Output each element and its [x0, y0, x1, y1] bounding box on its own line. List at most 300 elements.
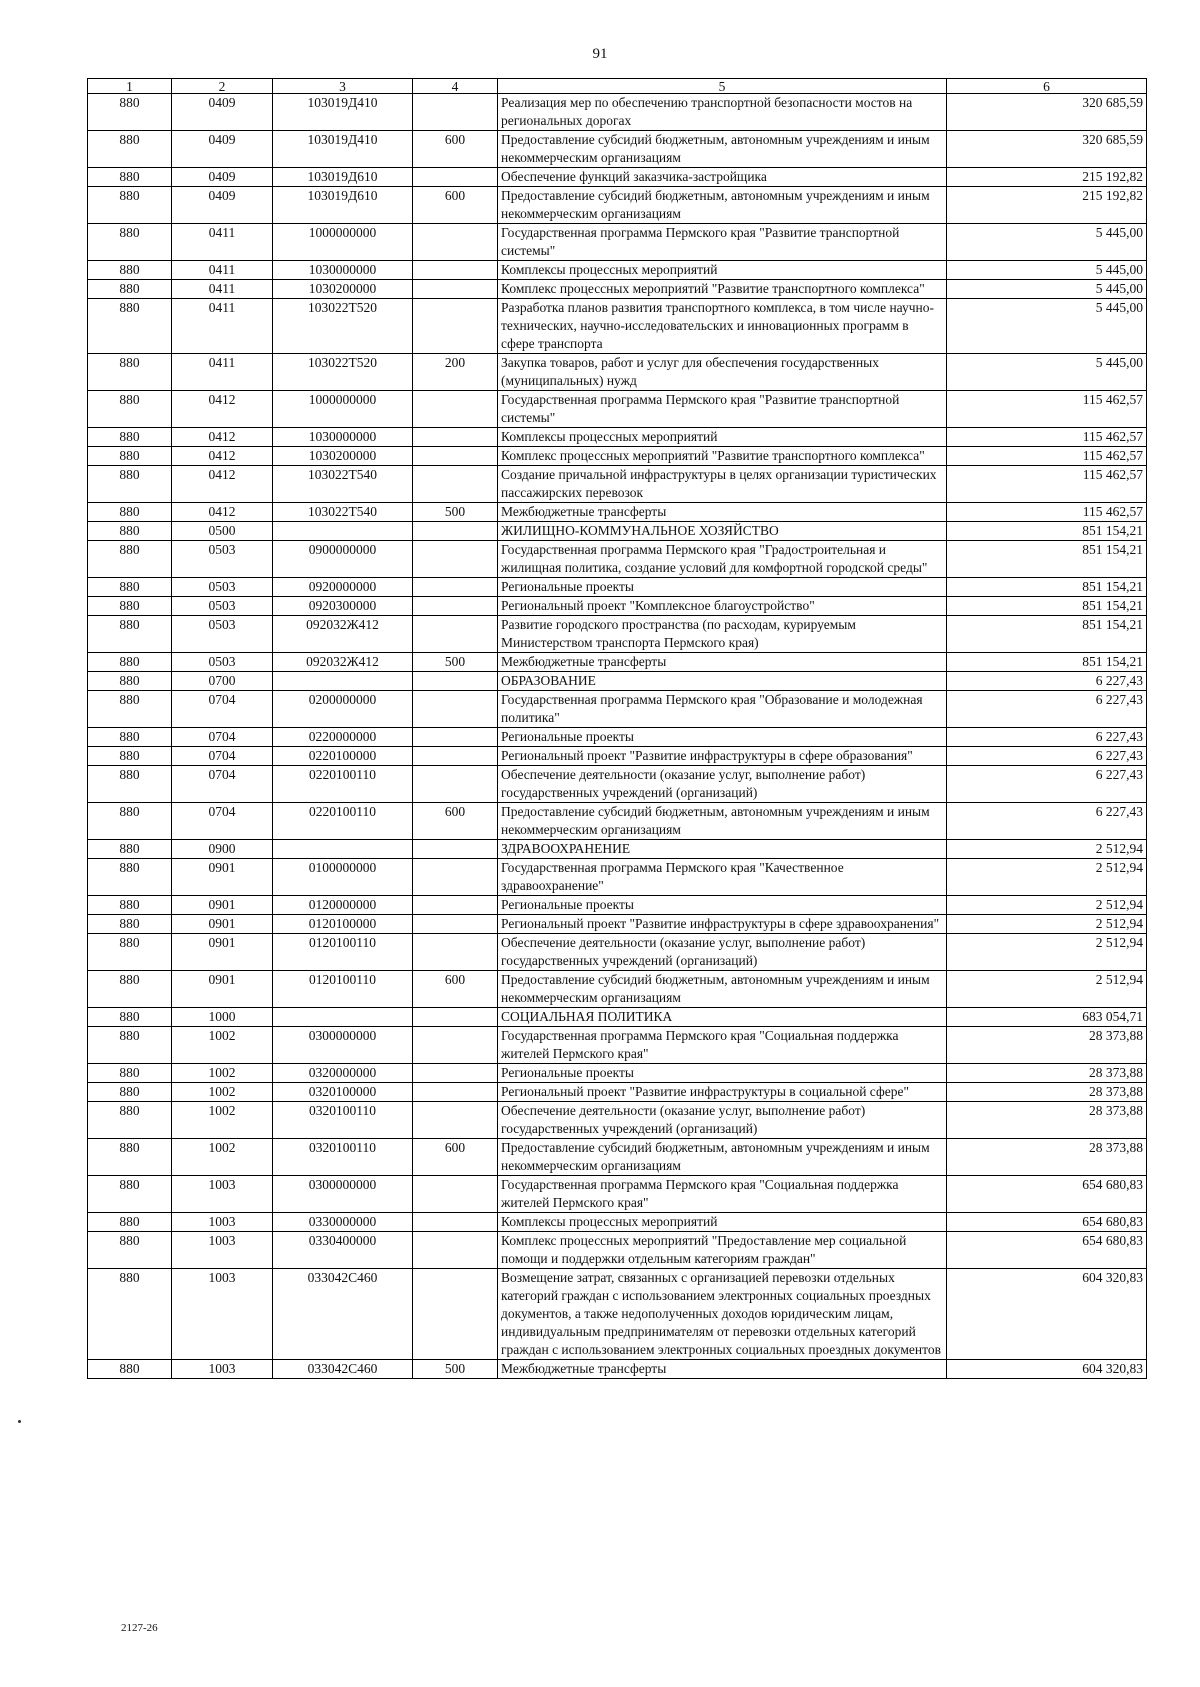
cell-expense-type	[413, 522, 498, 541]
cell-section-code: 0704	[172, 728, 273, 747]
cell-expense-type	[413, 840, 498, 859]
cell-target-article: 0120100110	[273, 934, 413, 971]
cell-description: Обеспечение деятельности (оказание услуг, выполнение работ) государственных учреждений (организаций)	[498, 934, 947, 971]
table-row	[88, 971, 1147, 1008]
cell-admin-code: 880	[88, 971, 172, 1008]
cell-amount: 28 373,88	[947, 1083, 1147, 1102]
cell-admin-code: 880	[88, 578, 172, 597]
cell-description: Государственная программа Пермского края "Образование и молодежная политика"	[498, 691, 947, 728]
cell-expense-type	[413, 1064, 498, 1083]
cell-amount: 604 320,83	[947, 1360, 1147, 1379]
table-row	[88, 578, 1147, 597]
cell-section-code: 0503	[172, 653, 273, 672]
cell-target-article: 0300000000	[273, 1176, 413, 1213]
cell-section-code: 0500	[172, 522, 273, 541]
cell-amount: 5 445,00	[947, 354, 1147, 391]
cell-description: Комплекс процессных мероприятий "Предоставление мер социальной помощи и поддержки отдельным категориям граждан"	[498, 1232, 947, 1269]
cell-description: Комплексы процессных мероприятий	[498, 1213, 947, 1232]
cell-description: Региональные проекты	[498, 578, 947, 597]
cell-amount: 320 685,59	[947, 94, 1147, 131]
cell-description: Предоставление субсидий бюджетным, автономным учреждениям и иным некоммерческим организациям	[498, 803, 947, 840]
cell-amount: 2 512,94	[947, 859, 1147, 896]
table-row	[88, 803, 1147, 840]
cell-section-code: 0412	[172, 503, 273, 522]
cell-section-code: 1003	[172, 1176, 273, 1213]
table-row	[88, 280, 1147, 299]
cell-admin-code: 880	[88, 934, 172, 971]
cell-amount: 115 462,57	[947, 466, 1147, 503]
cell-description: Комплекс процессных мероприятий "Развитие транспортного комплекса"	[498, 447, 947, 466]
cell-amount: 654 680,83	[947, 1176, 1147, 1213]
cell-admin-code: 880	[88, 354, 172, 391]
cell-amount: 2 512,94	[947, 934, 1147, 971]
table-row	[88, 1269, 1147, 1360]
cell-admin-code: 880	[88, 187, 172, 224]
cell-amount: 320 685,59	[947, 131, 1147, 168]
cell-amount: 28 373,88	[947, 1102, 1147, 1139]
cell-section-code: 1002	[172, 1064, 273, 1083]
cell-admin-code: 880	[88, 859, 172, 896]
cell-description: Государственная программа Пермского края "Развитие транспортной системы"	[498, 391, 947, 428]
table-row	[88, 187, 1147, 224]
table-row	[88, 896, 1147, 915]
table-row	[88, 354, 1147, 391]
cell-section-code: 0409	[172, 168, 273, 187]
cell-expense-type: 600	[413, 187, 498, 224]
cell-description: Государственная программа Пермского края "Социальная поддержка жителей Пермского края"	[498, 1027, 947, 1064]
cell-section-code: 0503	[172, 597, 273, 616]
cell-admin-code: 880	[88, 503, 172, 522]
cell-admin-code: 880	[88, 1102, 172, 1139]
cell-admin-code: 880	[88, 616, 172, 653]
cell-section-code: 0900	[172, 840, 273, 859]
cell-admin-code: 880	[88, 168, 172, 187]
cell-section-code: 0411	[172, 261, 273, 280]
cell-admin-code: 880	[88, 896, 172, 915]
cell-target-article: 0320100110	[273, 1102, 413, 1139]
cell-expense-type	[413, 1102, 498, 1139]
cell-section-code: 0704	[172, 747, 273, 766]
cell-amount: 654 680,83	[947, 1213, 1147, 1232]
table-row	[88, 728, 1147, 747]
cell-expense-type	[413, 766, 498, 803]
cell-amount: 115 462,57	[947, 391, 1147, 428]
cell-expense-type	[413, 261, 498, 280]
scan-speck	[18, 1420, 21, 1423]
cell-admin-code: 880	[88, 653, 172, 672]
cell-expense-type	[413, 691, 498, 728]
table-row	[88, 447, 1147, 466]
cell-amount: 115 462,57	[947, 428, 1147, 447]
cell-section-code: 1002	[172, 1102, 273, 1139]
cell-admin-code: 880	[88, 1027, 172, 1064]
cell-admin-code: 880	[88, 224, 172, 261]
cell-section-code: 0503	[172, 616, 273, 653]
cell-expense-type: 500	[413, 503, 498, 522]
cell-description: Обеспечение функций заказчика-застройщика	[498, 168, 947, 187]
cell-amount: 2 512,94	[947, 840, 1147, 859]
cell-amount: 654 680,83	[947, 1232, 1147, 1269]
cell-expense-type	[413, 466, 498, 503]
budget-table	[87, 78, 1147, 1379]
cell-target-article: 103019Д610	[273, 187, 413, 224]
column-header: 2	[172, 79, 273, 94]
cell-admin-code: 880	[88, 466, 172, 503]
cell-amount: 5 445,00	[947, 224, 1147, 261]
cell-section-code: 0704	[172, 803, 273, 840]
cell-expense-type: 600	[413, 803, 498, 840]
cell-description: Развитие городского пространства (по расходам, курируемым Министерством транспорта Пермского края)	[498, 616, 947, 653]
cell-admin-code: 880	[88, 1269, 172, 1360]
cell-target-article: 0320100000	[273, 1083, 413, 1102]
cell-section-code: 1003	[172, 1360, 273, 1379]
table-row	[88, 915, 1147, 934]
cell-expense-type	[413, 1176, 498, 1213]
cell-expense-type	[413, 428, 498, 447]
table-row	[88, 653, 1147, 672]
cell-expense-type	[413, 1232, 498, 1269]
cell-admin-code: 880	[88, 1360, 172, 1379]
cell-expense-type: 600	[413, 971, 498, 1008]
cell-section-code: 0503	[172, 541, 273, 578]
cell-description: ЖИЛИЩНО-КОММУНАЛЬНОЕ ХОЗЯЙСТВО	[498, 522, 947, 541]
cell-admin-code: 880	[88, 1064, 172, 1083]
cell-amount: 6 227,43	[947, 691, 1147, 728]
cell-expense-type	[413, 280, 498, 299]
cell-description: Обеспечение деятельности (оказание услуг, выполнение работ) государственных учреждений (организаций)	[498, 1102, 947, 1139]
table-row	[88, 597, 1147, 616]
cell-section-code: 0412	[172, 391, 273, 428]
table-row	[88, 541, 1147, 578]
cell-section-code: 0409	[172, 187, 273, 224]
cell-expense-type	[413, 541, 498, 578]
cell-target-article: 0100000000	[273, 859, 413, 896]
cell-admin-code: 880	[88, 1008, 172, 1027]
cell-expense-type	[413, 578, 498, 597]
cell-amount: 6 227,43	[947, 672, 1147, 691]
cell-target-article: 0330000000	[273, 1213, 413, 1232]
cell-target-article: 103022Т520	[273, 354, 413, 391]
cell-amount: 5 445,00	[947, 299, 1147, 354]
cell-amount: 851 154,21	[947, 522, 1147, 541]
cell-target-article: 0920000000	[273, 578, 413, 597]
cell-amount: 6 227,43	[947, 728, 1147, 747]
cell-target-article: 0120100000	[273, 915, 413, 934]
cell-expense-type	[413, 94, 498, 131]
table-row	[88, 766, 1147, 803]
cell-amount: 2 512,94	[947, 971, 1147, 1008]
cell-target-article: 1030000000	[273, 428, 413, 447]
cell-target-article: 103022Т520	[273, 299, 413, 354]
table-row	[88, 840, 1147, 859]
cell-expense-type	[413, 224, 498, 261]
table-row	[88, 1027, 1147, 1064]
cell-expense-type	[413, 747, 498, 766]
cell-admin-code: 880	[88, 428, 172, 447]
cell-section-code: 0901	[172, 859, 273, 896]
cell-amount: 6 227,43	[947, 803, 1147, 840]
cell-target-article: 0220100110	[273, 803, 413, 840]
cell-description: Предоставление субсидий бюджетным, автономным учреждениям и иным некоммерческим организациям	[498, 187, 947, 224]
cell-description: Предоставление субсидий бюджетным, автономным учреждениям и иным некоммерческим организациям	[498, 131, 947, 168]
cell-description: Комплексы процессных мероприятий	[498, 261, 947, 280]
cell-description: Разработка планов развития транспортного комплекса, в том числе научно-технических, научно-исследовательских и инновационных программ в сфере транспорта	[498, 299, 947, 354]
cell-section-code: 1002	[172, 1139, 273, 1176]
cell-target-article: 092032Ж412	[273, 616, 413, 653]
cell-description: Комплексы процессных мероприятий	[498, 428, 947, 447]
cell-expense-type	[413, 1083, 498, 1102]
cell-target-article: 103019Д410	[273, 131, 413, 168]
table-row	[88, 391, 1147, 428]
table-row	[88, 168, 1147, 187]
cell-target-article: 0220100000	[273, 747, 413, 766]
cell-section-code: 0901	[172, 915, 273, 934]
table-row	[88, 299, 1147, 354]
cell-amount: 851 154,21	[947, 541, 1147, 578]
cell-expense-type	[413, 1213, 498, 1232]
cell-description: Государственная программа Пермского края "Качественное здравоохранение"	[498, 859, 947, 896]
cell-section-code: 0412	[172, 447, 273, 466]
cell-admin-code: 880	[88, 541, 172, 578]
cell-target-article: 0320100110	[273, 1139, 413, 1176]
cell-target-article: 103019Д610	[273, 168, 413, 187]
cell-section-code: 0411	[172, 280, 273, 299]
cell-description: Региональные проекты	[498, 1064, 947, 1083]
table-row	[88, 934, 1147, 971]
cell-expense-type	[413, 168, 498, 187]
table-row	[88, 1213, 1147, 1232]
cell-admin-code: 880	[88, 261, 172, 280]
cell-description: Комплекс процессных мероприятий "Развитие транспортного комплекса"	[498, 280, 947, 299]
cell-target-article: 1000000000	[273, 391, 413, 428]
cell-target-article	[273, 840, 413, 859]
cell-amount: 28 373,88	[947, 1139, 1147, 1176]
cell-section-code: 0409	[172, 131, 273, 168]
cell-expense-type: 200	[413, 354, 498, 391]
cell-description: Региональный проект "Развитие инфраструктуры в социальной сфере"	[498, 1083, 947, 1102]
cell-admin-code: 880	[88, 1083, 172, 1102]
table-row	[88, 224, 1147, 261]
cell-admin-code: 880	[88, 1232, 172, 1269]
cell-section-code: 1002	[172, 1083, 273, 1102]
cell-admin-code: 880	[88, 803, 172, 840]
cell-amount: 851 154,21	[947, 578, 1147, 597]
cell-amount: 115 462,57	[947, 503, 1147, 522]
table-row	[88, 859, 1147, 896]
cell-description: Межбюджетные трансферты	[498, 653, 947, 672]
cell-target-article: 0220100110	[273, 766, 413, 803]
cell-amount: 28 373,88	[947, 1027, 1147, 1064]
cell-admin-code: 880	[88, 1176, 172, 1213]
cell-admin-code: 880	[88, 280, 172, 299]
table-row	[88, 1083, 1147, 1102]
cell-amount: 28 373,88	[947, 1064, 1147, 1083]
cell-admin-code: 880	[88, 1213, 172, 1232]
cell-expense-type	[413, 934, 498, 971]
column-header: 4	[413, 79, 498, 94]
cell-target-article: 0220000000	[273, 728, 413, 747]
cell-admin-code: 880	[88, 1139, 172, 1176]
cell-target-article	[273, 522, 413, 541]
cell-amount: 851 154,21	[947, 653, 1147, 672]
cell-description: Межбюджетные трансферты	[498, 503, 947, 522]
cell-admin-code: 880	[88, 728, 172, 747]
column-number-row	[88, 79, 1147, 94]
table-row	[88, 503, 1147, 522]
cell-description: Реализация мер по обеспечению транспортной безопасности мостов на региональных дорогах	[498, 94, 947, 131]
cell-amount: 6 227,43	[947, 747, 1147, 766]
table-row	[88, 1064, 1147, 1083]
cell-target-article: 103022Т540	[273, 503, 413, 522]
cell-target-article: 033042С460	[273, 1269, 413, 1360]
cell-expense-type	[413, 915, 498, 934]
cell-target-article: 092032Ж412	[273, 653, 413, 672]
cell-target-article: 1000000000	[273, 224, 413, 261]
table-row	[88, 261, 1147, 280]
cell-description: Создание причальной инфраструктуры в целях организации туристических пассажирских перевозок	[498, 466, 947, 503]
cell-target-article: 103022Т540	[273, 466, 413, 503]
cell-description: Межбюджетные трансферты	[498, 1360, 947, 1379]
cell-admin-code: 880	[88, 447, 172, 466]
cell-expense-type	[413, 1027, 498, 1064]
cell-description: Региональный проект "Развитие инфраструктуры в сфере образования"	[498, 747, 947, 766]
cell-section-code: 1003	[172, 1213, 273, 1232]
cell-admin-code: 880	[88, 299, 172, 354]
table-row	[88, 522, 1147, 541]
table-row	[88, 1139, 1147, 1176]
cell-target-article: 0320000000	[273, 1064, 413, 1083]
cell-description: ОБРАЗОВАНИЕ	[498, 672, 947, 691]
column-header: 1	[88, 79, 172, 94]
cell-target-article: 0900000000	[273, 541, 413, 578]
cell-description: Предоставление субсидий бюджетным, автономным учреждениям и иным некоммерческим организациям	[498, 1139, 947, 1176]
cell-section-code: 1003	[172, 1269, 273, 1360]
cell-description: Региональный проект "Комплексное благоустройство"	[498, 597, 947, 616]
cell-expense-type	[413, 859, 498, 896]
cell-expense-type	[413, 616, 498, 653]
cell-expense-type: 500	[413, 1360, 498, 1379]
cell-target-article	[273, 672, 413, 691]
table-row	[88, 747, 1147, 766]
cell-description: ЗДРАВООХРАНЕНИЕ	[498, 840, 947, 859]
cell-amount: 683 054,71	[947, 1008, 1147, 1027]
cell-target-article: 0120000000	[273, 896, 413, 915]
cell-expense-type	[413, 391, 498, 428]
cell-amount: 115 462,57	[947, 447, 1147, 466]
cell-amount: 6 227,43	[947, 766, 1147, 803]
cell-target-article: 1030000000	[273, 261, 413, 280]
table-row	[88, 616, 1147, 653]
cell-target-article: 0330400000	[273, 1232, 413, 1269]
column-header: 6	[947, 79, 1147, 94]
table-row	[88, 131, 1147, 168]
cell-description: Государственная программа Пермского края "Социальная поддержка жителей Пермского края"	[498, 1176, 947, 1213]
cell-amount: 2 512,94	[947, 915, 1147, 934]
table-row	[88, 691, 1147, 728]
cell-section-code: 1002	[172, 1027, 273, 1064]
cell-description: СОЦИАЛЬНАЯ ПОЛИТИКА	[498, 1008, 947, 1027]
table-row	[88, 1360, 1147, 1379]
cell-description: Региональные проекты	[498, 728, 947, 747]
table-row	[88, 1102, 1147, 1139]
column-header: 5	[498, 79, 947, 94]
cell-expense-type	[413, 299, 498, 354]
cell-description: Возмещение затрат, связанных с организацией перевозки отдельных категорий граждан с использованием электронных социальных проездных документов, а также недополученных доходов юридическим лицам, индивидуальным предпринимателям от перевозки отдельных категорий граждан с использованием электронных социальных проездных документов	[498, 1269, 947, 1360]
cell-section-code: 0901	[172, 971, 273, 1008]
cell-amount: 215 192,82	[947, 187, 1147, 224]
cell-section-code: 0412	[172, 428, 273, 447]
table-row	[88, 466, 1147, 503]
cell-description: Государственная программа Пермского края "Развитие транспортной системы"	[498, 224, 947, 261]
cell-expense-type	[413, 1269, 498, 1360]
cell-section-code: 0411	[172, 224, 273, 261]
cell-section-code: 1003	[172, 1232, 273, 1269]
cell-admin-code: 880	[88, 522, 172, 541]
page-number: 91	[592, 46, 608, 62]
cell-section-code: 0409	[172, 94, 273, 131]
cell-target-article: 0920300000	[273, 597, 413, 616]
cell-admin-code: 880	[88, 597, 172, 616]
cell-description: Государственная программа Пермского края "Градостроительная и жилищная политика, создание условий для комфортной городской среды"	[498, 541, 947, 578]
cell-expense-type	[413, 896, 498, 915]
cell-expense-type: 600	[413, 1139, 498, 1176]
cell-admin-code: 880	[88, 747, 172, 766]
cell-target-article: 103019Д410	[273, 94, 413, 131]
cell-section-code: 0704	[172, 766, 273, 803]
cell-target-article: 1030200000	[273, 280, 413, 299]
cell-expense-type	[413, 728, 498, 747]
cell-target-article: 1030200000	[273, 447, 413, 466]
cell-target-article: 0200000000	[273, 691, 413, 728]
cell-description: Региональный проект "Развитие инфраструктуры в сфере здравоохранения"	[498, 915, 947, 934]
table-row	[88, 1232, 1147, 1269]
cell-admin-code: 880	[88, 672, 172, 691]
cell-admin-code: 880	[88, 391, 172, 428]
cell-section-code: 0901	[172, 896, 273, 915]
cell-target-article: 033042С460	[273, 1360, 413, 1379]
table-row	[88, 672, 1147, 691]
cell-expense-type	[413, 672, 498, 691]
cell-expense-type	[413, 597, 498, 616]
cell-admin-code: 880	[88, 691, 172, 728]
cell-section-code: 0411	[172, 354, 273, 391]
cell-description: Региональные проекты	[498, 896, 947, 915]
cell-amount: 5 445,00	[947, 280, 1147, 299]
cell-section-code: 1000	[172, 1008, 273, 1027]
cell-amount: 215 192,82	[947, 168, 1147, 187]
cell-admin-code: 880	[88, 766, 172, 803]
cell-admin-code: 880	[88, 840, 172, 859]
cell-section-code: 0503	[172, 578, 273, 597]
cell-amount: 851 154,21	[947, 616, 1147, 653]
cell-section-code: 0901	[172, 934, 273, 971]
cell-target-article: 0300000000	[273, 1027, 413, 1064]
table-row	[88, 94, 1147, 131]
cell-amount: 2 512,94	[947, 896, 1147, 915]
cell-expense-type	[413, 447, 498, 466]
cell-description: Обеспечение деятельности (оказание услуг, выполнение работ) государственных учреждений (организаций)	[498, 766, 947, 803]
cell-amount: 5 445,00	[947, 261, 1147, 280]
table-row	[88, 1176, 1147, 1213]
footer-code: 2127-26	[121, 1622, 158, 1634]
table-body	[88, 94, 1147, 1379]
cell-expense-type	[413, 1008, 498, 1027]
cell-amount: 851 154,21	[947, 597, 1147, 616]
cell-section-code: 0411	[172, 299, 273, 354]
cell-target-article: 0120100110	[273, 971, 413, 1008]
cell-admin-code: 880	[88, 915, 172, 934]
cell-amount: 604 320,83	[947, 1269, 1147, 1360]
